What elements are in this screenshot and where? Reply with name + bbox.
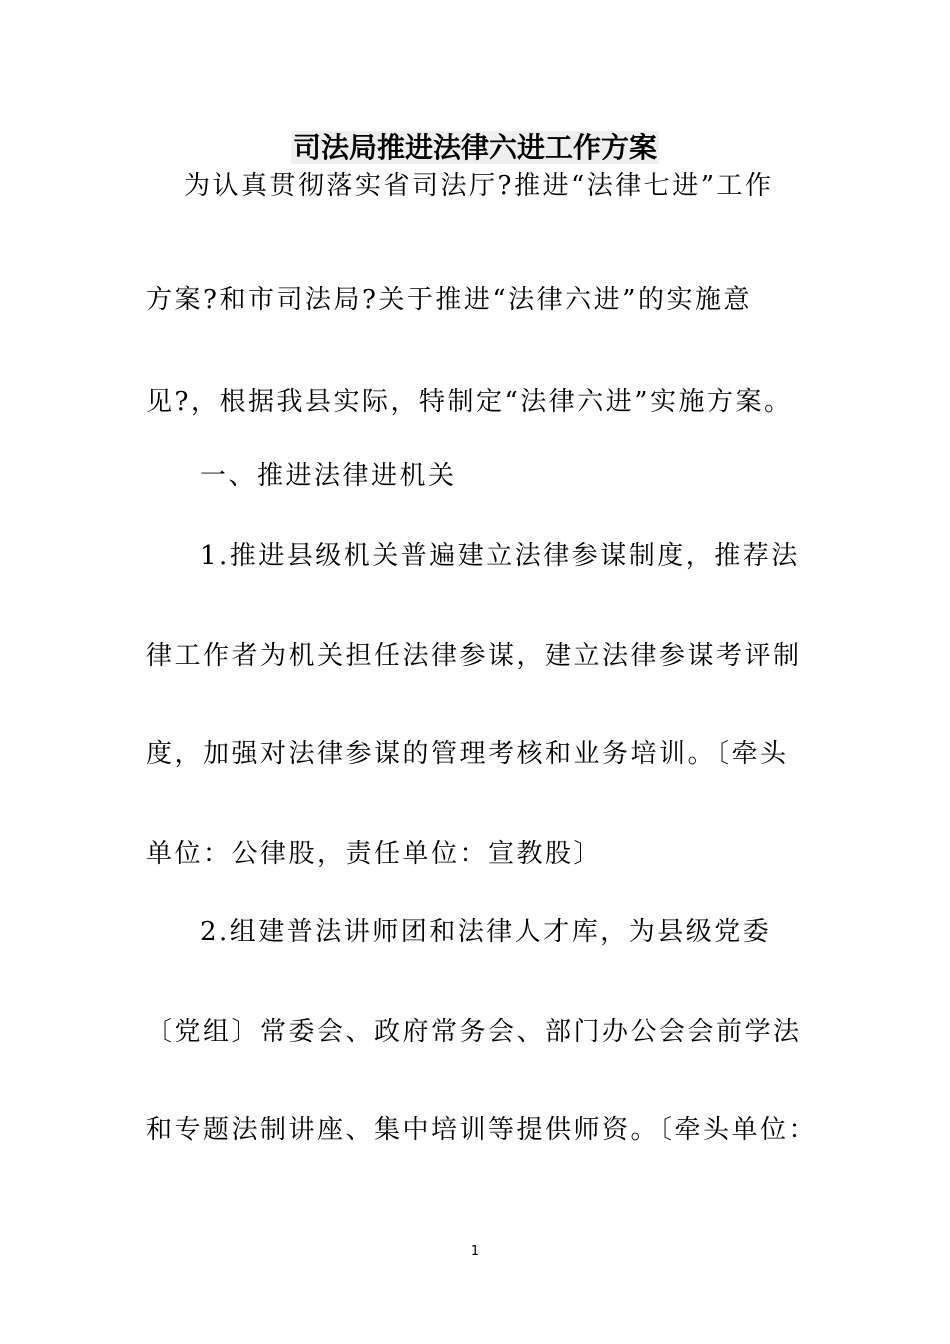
document-title-text: 司法局推进法律六进工作方案 bbox=[292, 131, 657, 164]
paragraph-line-intro-3: 见?，根据我县实际，特制定“法律六进”实施方案。 bbox=[146, 387, 793, 417]
item-1-line-2: 律工作者为机关担任法律参谋，建立法律参谋考评制 bbox=[146, 641, 802, 671]
item-2-line-1: 2.组建普法讲师团和法律人才库，为县级党委 bbox=[200, 917, 772, 947]
item-2-line-2: 〔党组〕常委会、政府常务会、部门办公会会前学法 bbox=[146, 1017, 802, 1047]
section-heading-1: 一、推进法律进机关 bbox=[200, 461, 457, 491]
item-2-line-3: 和专题法制讲座、集中培训等提供师资。〔牵头单位： bbox=[146, 1115, 818, 1145]
item-1-line-3: 度，加强对法律参谋的管理考核和业务培训。〔牵头 bbox=[146, 739, 789, 769]
paragraph-line-intro-2: 方案?和市司法局?关于推进“法律六进”的实施意 bbox=[146, 285, 752, 315]
item-1-line-4: 单位：公律股，责任单位：宣教股〕 bbox=[146, 839, 603, 869]
document-title bbox=[0, 128, 950, 168]
paragraph-line-intro-1: 为认真贯彻落实省司法厅?推进“法律七进”工作 bbox=[184, 171, 774, 201]
page-number: 1 bbox=[470, 1244, 480, 1259]
item-1-line-1: 1.推进县级机关普遍建立法律参谋制度，推荐法 bbox=[200, 541, 800, 571]
